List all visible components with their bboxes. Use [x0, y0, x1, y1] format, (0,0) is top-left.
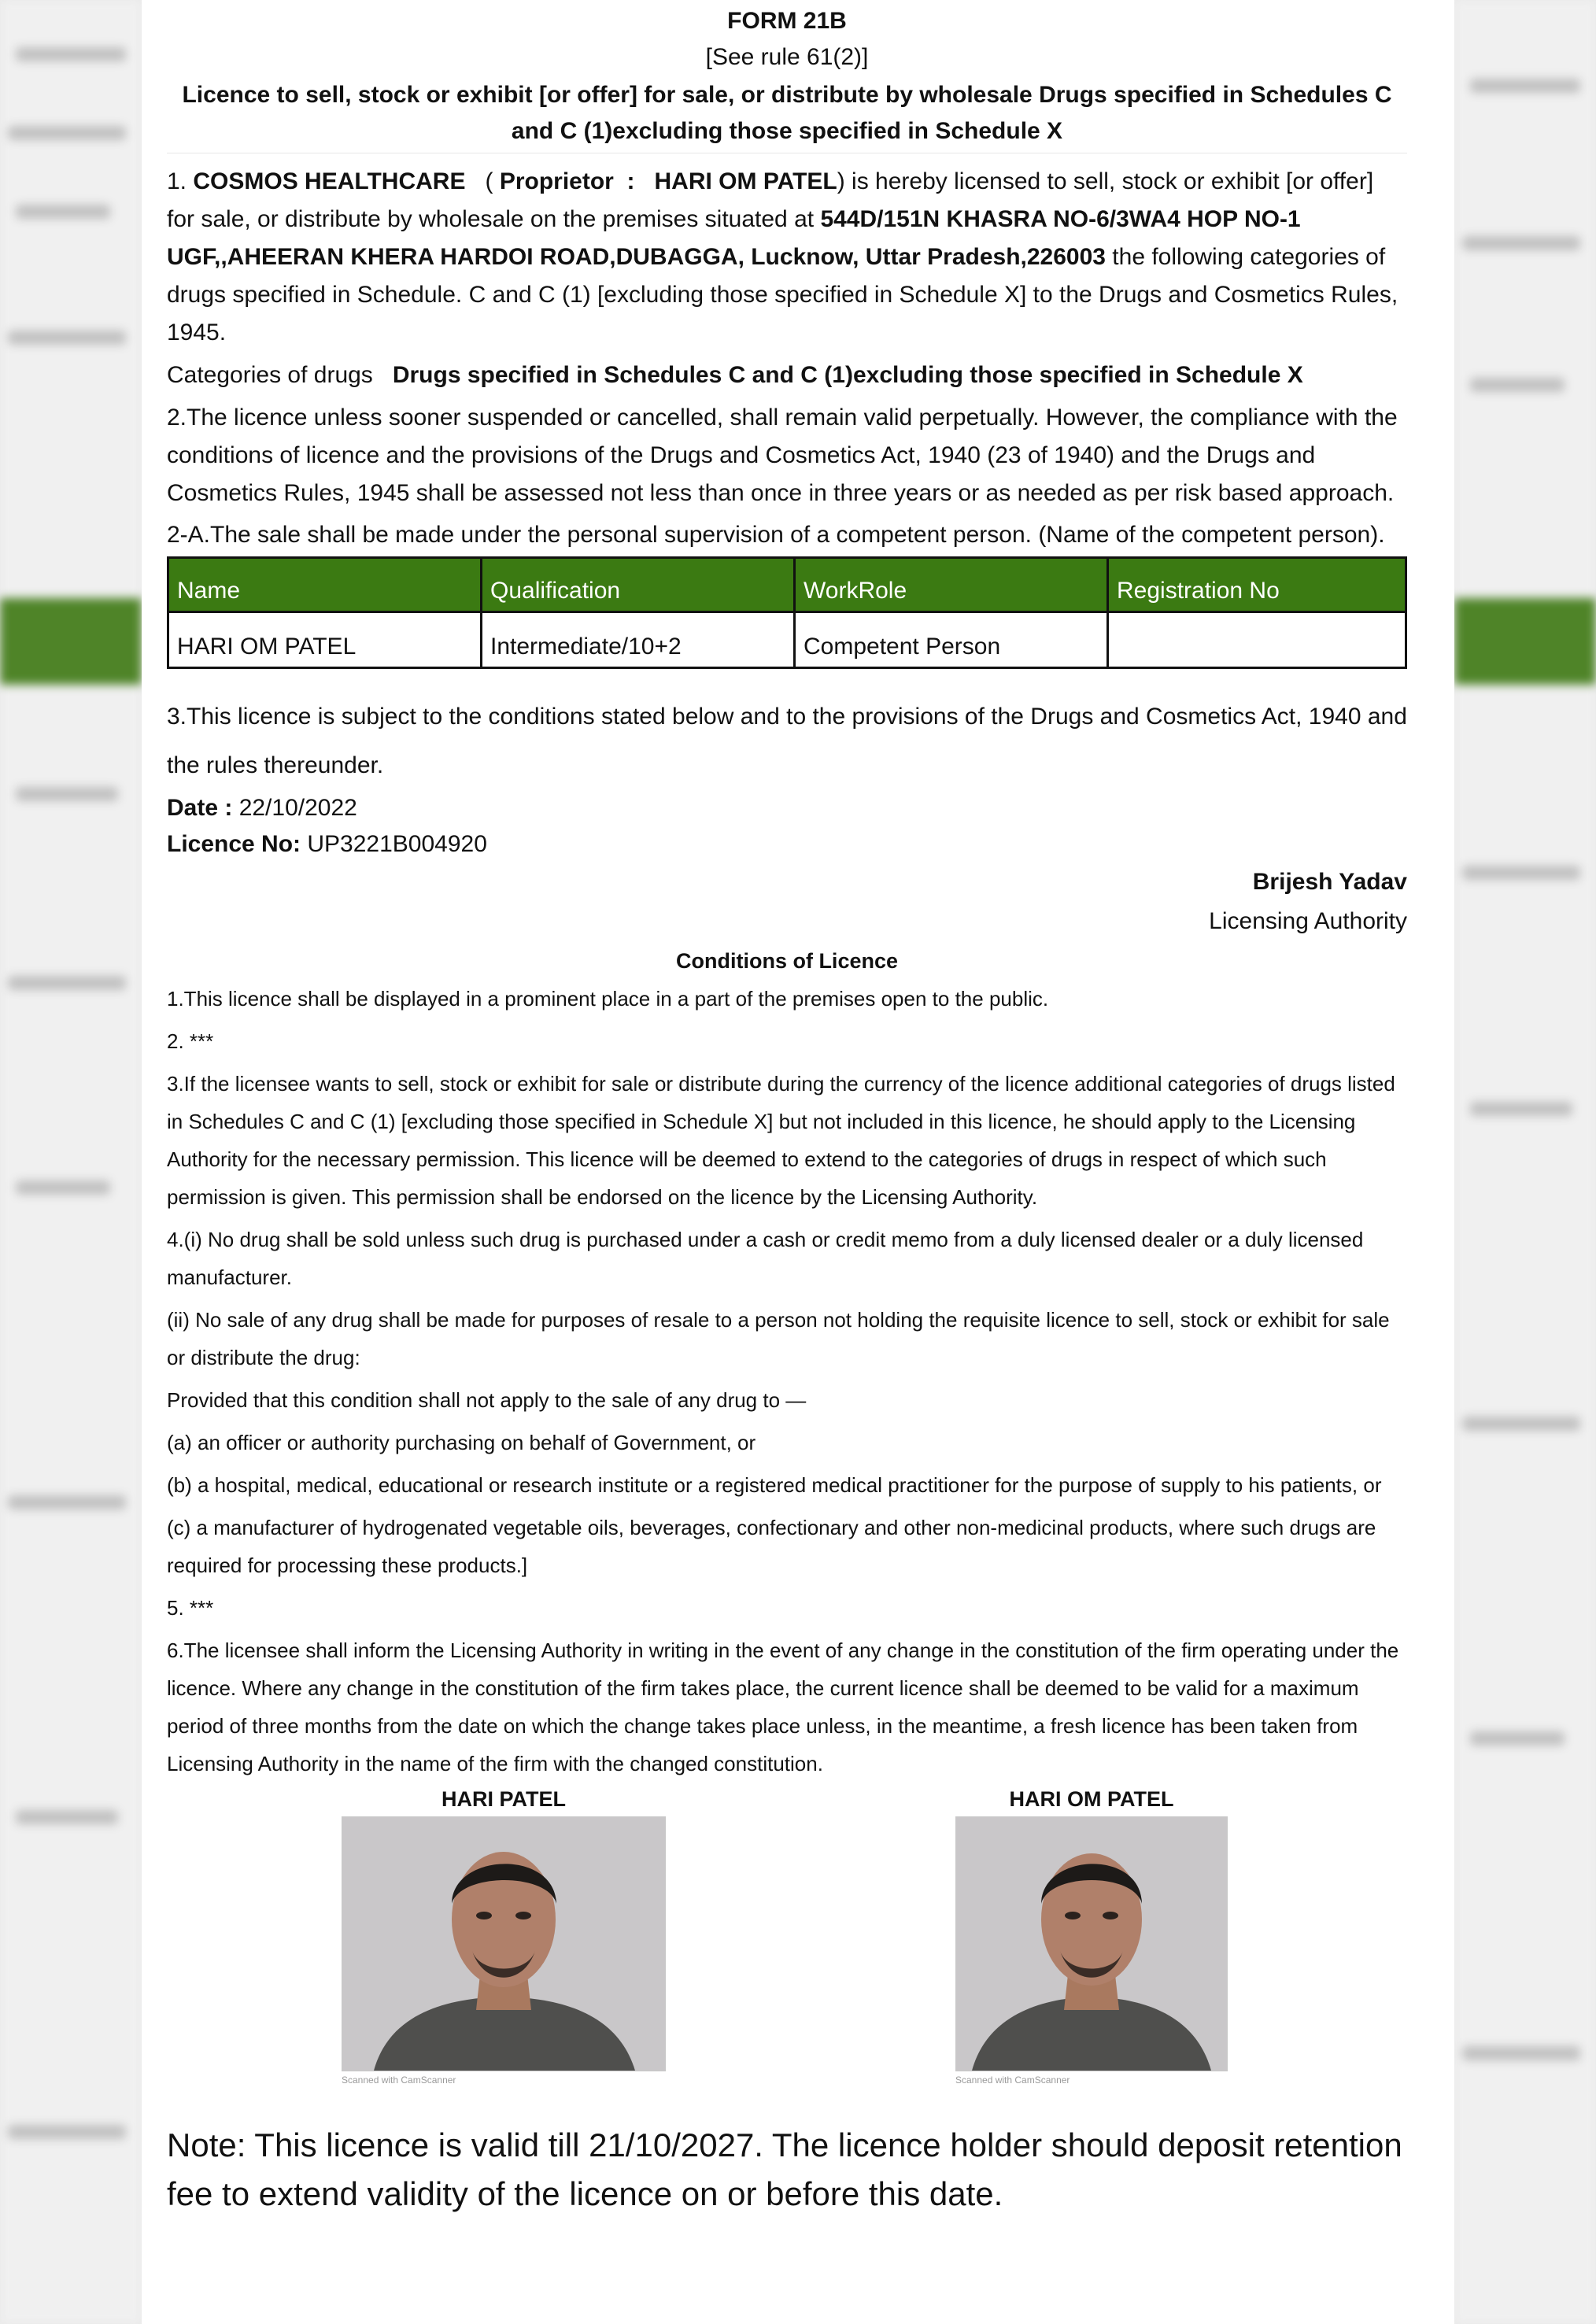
condition-item: 1.This licence shall be displayed in a prominent place in a part of the premises open to the public. — [167, 987, 1049, 1011]
authority-name: Brijesh Yadav — [1252, 869, 1407, 895]
licensee-clause: 1. COSMOS HEALTHCARE ( Proprietor : HARI OM PATEL) is hereby licensed to sell, stock or exhibit [or offer] for sale, or distribute by wholesale on the premises situated at 544D/151N KHASRA NO-6/3WA4 HOP NO-1 UGF,,AHEERAN KHERA HARDOI ROAD,DUBAGGA, Lucknow, Uttar Pradesh,226003 the following categories of drugs specified in Schedule. C and C (1) [excluding those specified in Schedule X] to the Drugs and Cosmetics Rules, 1945. — [167, 168, 1398, 345]
form-heading: Licence to sell, stock or exhibit [or offer] for sale, or distribute by wholesale Drugs specified in Schedules C and C (1)excluding those specified in Schedule X — [182, 82, 1392, 144]
form-rule: [See rule 61(2)] — [705, 44, 869, 70]
signature-block — [167, 863, 1407, 941]
clause-2a: 2-A.The sale shall be made under the personal supervision of a competent person. (Name of the competent person). — [167, 522, 1385, 548]
firm-name: COSMOS HEALTHCARE — [193, 168, 466, 194]
background-right-strip — [1454, 0, 1596, 2324]
date-line: Date : 22/10/2022 — [167, 795, 357, 821]
table-header-registration: Registration No — [1108, 558, 1406, 612]
form-title: FORM 21B — [727, 8, 847, 34]
table-row — [168, 612, 1406, 668]
condition-item: (b) a hospital, medical, educational or research institute or a registered medical practitioner for the purpose of supply to his patients, or — [167, 1473, 1382, 1497]
table-header-workrole: WorkRole — [795, 558, 1108, 612]
authority-title: Licensing Authority — [1209, 908, 1407, 934]
photos-section — [167, 1787, 1407, 2094]
condition-item: 5. *** — [167, 1596, 214, 1620]
condition-item: (ii) No sale of any drug shall be made for purposes of resale to a person not holding the requisite licence to sell, stock or exhibit for sale or distribute the drug: — [167, 1308, 1390, 1369]
cell-name: HARI OM PATEL — [168, 612, 482, 668]
premises-address: 544D/151N KHASRA NO-6/3WA4 HOP NO-1 UGF,,AHEERAN KHERA HARDOI ROAD,DUBAGGA, Lucknow, Uttar Pradesh,226003 — [167, 206, 1301, 270]
scan-watermark: Scanned with CamScanner — [955, 2075, 1070, 2086]
condition-item: 3.If the licensee wants to sell, stock or exhibit for sale or distribute during the currency of the licence additional categories of drugs listed in Schedules C and C (1) [excluding those specified in Schedule X] but not included in this licence, he should apply to the Licensing Authority for the necessary permission. This licence will be deemed to extend to the categories of drugs in respect of which such permission is given. This permission shall be endorsed on the licence by the Licensing Authority. — [167, 1072, 1395, 1209]
photo-label: HARI PATEL — [441, 1787, 566, 1811]
condition-item: 2. *** — [167, 1029, 214, 1053]
condition-item: 6.The licensee shall inform the Licensing Authority in writing in the event of any change in the constitution of the firm operating under the licence. Where any change in the constitution of the firm takes place, the current licence shall be deemed to be valid for a maximum period of three months from the date on which the change takes place unless, in the meantime, a fresh licence has been taken from Licensing Authority in the name of the firm with the changed constitution. — [167, 1639, 1399, 1775]
categories-line: Categories of drugs Drugs specified in Schedules C and C (1)excluding those specified in Schedule X — [167, 362, 1303, 388]
condition-item: (a) an officer or authority purchasing on behalf of Government, or — [167, 1431, 756, 1454]
condition-item: 4.(i) No drug shall be sold unless such drug is purchased under a cash or credit memo from a duly licensed dealer or a duly licensed manufacturer. — [167, 1228, 1364, 1289]
cell-workrole: Competent Person — [795, 612, 1108, 668]
clause-2: 2.The licence unless sooner suspended or cancelled, shall remain valid perpetually. However, the compliance with the conditions of licence and the provisions of the Drugs and Cosmetics Act, 1940 (23 of 1940) and the Drugs and Cosmetics Rules, 1945 shall be assessed not less than once in three years or as needed as per risk based approach. — [167, 405, 1398, 506]
licence-number: UP3221B004920 — [307, 831, 487, 857]
condition-item: (c) a manufacturer of hydrogenated vegetable oils, beverages, confectionary and other non-medicinal products, where such drugs are required for processing these products.] — [167, 1516, 1376, 1577]
licence-document — [142, 0, 1454, 2324]
issue-date: 22/10/2022 — [238, 795, 357, 821]
scan-watermark: Scanned with CamScanner — [342, 2075, 456, 2086]
validity-note: Note: This licence is valid till 21/10/2027. The licence holder should deposit retention fee to extend validity of the licence on or before this date. — [167, 2126, 1402, 2212]
holder-photo — [955, 1816, 1228, 2071]
table-header-qualification: Qualification — [482, 558, 795, 612]
photo-label: HARI OM PATEL — [1009, 1787, 1174, 1811]
proprietor-name: HARI OM PATEL — [654, 168, 837, 194]
condition-item: Provided that this condition shall not apply to the sale of any drug to — — [167, 1388, 807, 1412]
photo-block-left — [342, 1787, 666, 2086]
competent-person-table — [167, 556, 1407, 669]
clause-3: 3.This licence is subject to the conditions stated below and to the provisions of the Drugs and Cosmetics Act, 1940 and the rules thereunder. — [167, 704, 1407, 778]
table-header-name: Name — [168, 558, 482, 612]
licence-number-line: Licence No: UP3221B004920 — [167, 831, 487, 857]
cell-registration — [1108, 612, 1406, 668]
cell-qualification: Intermediate/10+2 — [482, 612, 795, 668]
categories-value: Drugs specified in Schedules C and C (1)excluding those specified in Schedule X — [392, 362, 1303, 388]
conditions-heading: Conditions of Licence — [675, 949, 898, 973]
background-left-strip — [0, 0, 142, 2324]
photo-block-right — [955, 1787, 1228, 2086]
holder-photo — [342, 1816, 666, 2071]
